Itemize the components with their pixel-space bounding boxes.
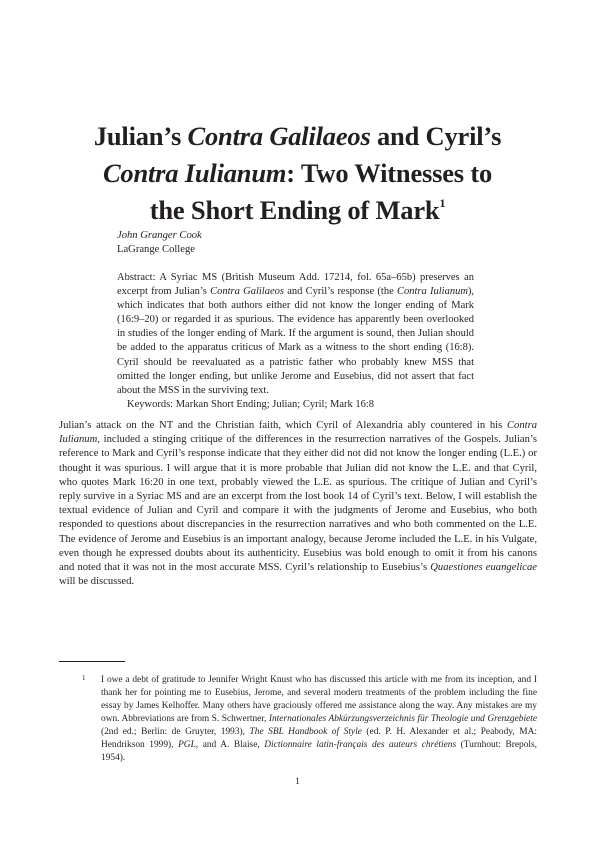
body-italic: Contra Iulianum, (59, 420, 537, 446)
title-italic-work: Contra Galilaeos (187, 121, 371, 151)
article-title (60, 118, 535, 229)
title-italic-work: Contra Iulianum (102, 158, 287, 188)
title-footnote-ref[interactable]: 1 (439, 196, 446, 210)
abstract-span: Abstract: A Syriac MS (British Museum Add. 17214, fol. 65a–65b) preserves an excerpt from Julian’s (117, 272, 474, 298)
author-byline (117, 229, 202, 257)
title-text: : Two Witnesses to (286, 158, 493, 188)
body-italic: Quaestiones euangelicae (430, 562, 537, 574)
author-affiliation: LaGrange College (117, 244, 195, 255)
title-text: the Short Ending of Mark (149, 195, 440, 225)
abstract-text (117, 271, 474, 398)
footnote-span: (2nd ed.; Berlin: de Gruyter, 1993), (101, 727, 250, 737)
abstract-span: and Cyril’s response (the (283, 286, 397, 298)
footnote-span: I owe a debt of gratitude to Jennifer Wright Knust who has discussed this article with me from its inception, and I thank her for pointing me to Eusebius, Jerome, and several modern treatments of the problem including the fine essay by James Kelhoffer. Many others have graciously offered me assistance along the way. Any mistakes are my own. Abbreviations are from S. Schwertner, (101, 675, 537, 724)
abstract-italic: Contra Iulianum (396, 286, 468, 298)
paragraph (59, 419, 537, 589)
footnote (59, 674, 537, 765)
body-span: will be discussed. (59, 576, 135, 588)
author-name: John Granger Cook (117, 230, 202, 241)
abstract (117, 271, 474, 412)
footnote-span: (ed. P. H. Alexander et al.; Peabody, MA: Hendrikson 1999), (101, 727, 537, 750)
footnote-span: (Turnhout: Brepols, 1954). (101, 740, 537, 763)
footnote-number: 1 (82, 674, 86, 682)
title-text: Julian’s (93, 121, 188, 151)
body-span: Julian’s attack on the NT and the Christian faith, which Cyril of Alexandria ably countered in his (59, 420, 507, 431)
page-number: 1 (295, 777, 300, 787)
footnote-italic: PGL (178, 740, 196, 750)
footnote-italic: Dictionnaire latin-français des auteurs chrétiens (264, 740, 457, 750)
body-span: included a stinging critique of the differences in the resurrection narratives of the Gospels. Julian’s reference to Mark and Cyril’s response indicate that they either did not did not know the longer ending (L.E.) or thought it was spurious. I will argue that it is more probable that Julian did not know the L.E. and that Cyril, who quotes Mark 16:20 in one text, probably viewed the L.E. as spurious. The critique of Julian and Cyril’s reply survive in a Syriac MS and are an excerpt from the lost book 14 of Cyril’s text. Below, I will establish the textual evidence of Julian and Cyril and compare it with the judgments of Jerome and Eusebius, who both responded to questions about discrepancies in the resurrection narratives and who both commented on the L.E. The evidence of Jerome and Eusebius is an important analogy, because Jerome included the L.E. in his Vulgate, even though he expressed doubts about its authenticity. Eusebius was bold enough to omit it from his canons and noted that it was not in the most accurate MSS. Cyril’s relationship to Eusebius’s (59, 434, 537, 574)
footnote-span: , and A. Blaise, (195, 740, 265, 750)
abstract-italic: Contra Galilaeos (210, 286, 284, 298)
footnote-italic: The SBL Handbook of Style (249, 727, 362, 737)
footnote-text (101, 674, 537, 765)
footnote-divider (59, 661, 125, 662)
abstract-span: ), which indicates that both authors either did not know the longer ending of Mark (16:9–20) or regarded it as spurious. The evidence has apparently been overlooked in studies of the longer ending of Mark. If the argument is sound, then Julian should be added to the apparatus criticus of Mark as a witness to the short ending (16:8). Cyril should be reevaluated as a patristic father who probably knew MSS that omitted the longer ending, but unlike Jerome and Eusebius, did not assert that fact about the MSS in the surviving text. (117, 286, 475, 396)
keywords: Keywords: Markan Short Ending; Julian; Cyril; Mark 16:8 (127, 398, 375, 410)
footnote-italic: Internationales Abkürzungsverzeichnis für Theologie und Grenzgebiete (268, 714, 537, 724)
body-paragraph (59, 419, 537, 589)
title-text: and Cyril’s (370, 121, 502, 151)
